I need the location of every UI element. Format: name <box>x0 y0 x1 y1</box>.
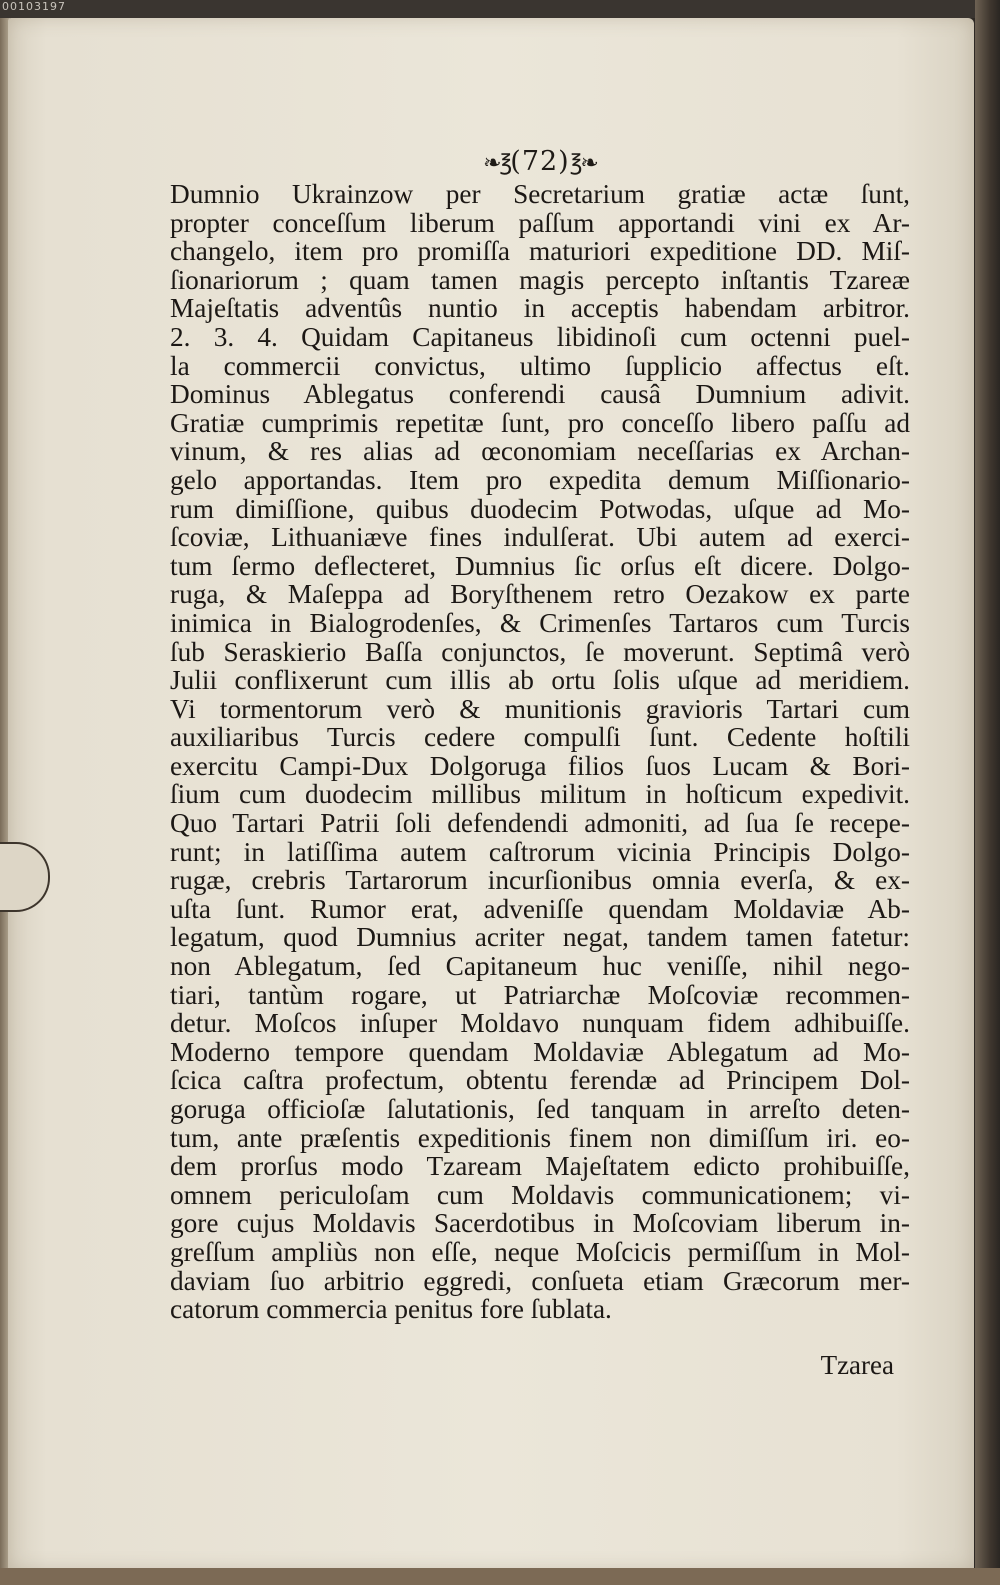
text-line: la commercii convictus, ultimo ſupplicio affectus eſt. <box>170 350 910 381</box>
text-line: Vi tormentorum verò & munitionis gravioris Tartari cum <box>170 693 910 724</box>
text-line: propter conceſſum liberum paſſum apportandi vini ex Ar- <box>170 207 910 238</box>
text-line: tum, ante præſentis expeditionis finem non dimiſſum iri. eo- <box>170 1122 910 1153</box>
text-line: catorum commercia penitus fore ſublata. <box>170 1294 612 1325</box>
scan-id-label: 00103197 <box>2 0 66 13</box>
text-line: rum dimiſſione, quibus duodecim Potwodas, uſque ad Mo- <box>170 493 910 524</box>
text-line: goruga officioſæ ſalutationis, ſed tanquam in arreſto deten- <box>170 1094 910 1124</box>
text-line: ſcoviæ, Lithuaniæve fines indulſerat. Ubi autem ad exerci- <box>170 522 910 553</box>
text-line: non Ablegatum, ſed Capitaneum huc veniſſe, nihil nego- <box>170 951 910 982</box>
text-line: changelo, item pro promiſſa maturiori expeditione DD. Miſ- <box>170 236 910 267</box>
text-line: dem prorſus modo Tzaream Majeſtatem edicto prohibuiſſe, <box>170 1151 910 1182</box>
text-line: gelo apportandas. Item pro expedita demum Miſſionario- <box>170 464 910 495</box>
text-line: greſſum ampliùs non eſſe, neque Moſcicis permiſſum in Mol- <box>170 1236 910 1267</box>
text-line: Dumnio Ukrainzow per Secretarium gratiæ actæ ſunt, <box>170 179 910 209</box>
body-text <box>170 180 910 1324</box>
text-line: legatum, quod Dumnius acriter negat, tandem tamen fatetur: <box>170 922 910 953</box>
scan-top-strip <box>0 0 1000 18</box>
text-line: 2. 3. 4. Quidam Capitaneus libidinoſi cum octenni puel- <box>170 321 910 352</box>
text-line: daviam ſuo arbitrio eggredi, conſueta etiam Græcorum mer- <box>170 1265 910 1296</box>
page-header <box>440 146 640 177</box>
header-ornament-left: ❧℥ <box>483 151 511 176</box>
text-line: Moderno tempore quendam Moldaviæ Ablegatum ad Mo- <box>170 1036 910 1067</box>
page-number-open-paren: ( <box>510 146 522 177</box>
text-line: ruga, & Maſeppa ad Boryſthenem retro Oezakow ex parte <box>170 579 910 610</box>
catchword: Tzarea <box>820 1350 894 1380</box>
text-line: tum ſermo deflecteret, Dumnius ſic orſus eſt dicere. Dolgo- <box>170 550 910 581</box>
scan-bottom-strip <box>0 1568 1000 1585</box>
text-line: ſium cum duodecim millibus militum in hoſticum expedivit. <box>170 779 910 810</box>
text-line: auxiliaribus Turcis cedere compulſi ſunt. Cedente hoſtili <box>170 722 910 753</box>
page-number: 72 <box>521 146 559 177</box>
text-line: omnem periculoſam cum Moldavis communicationem; vi- <box>170 1179 910 1210</box>
text-line: Dominus Ablegatus conferendi causâ Dumnium adivit. <box>170 379 910 410</box>
text-line: vinum, & res alias ad œconomiam neceſſarias ex Archan- <box>170 436 910 467</box>
text-line: rugæ, crebris Tartarorum incurſionibus omnia everſa, & ex- <box>170 865 910 896</box>
text-line: ſcica caſtra profectum, obtentu ferendæ ad Principem Dol- <box>170 1065 910 1096</box>
header-ornament-right: ℥❧ <box>569 151 597 176</box>
text-line: Quo Tartari Patrii ſoli defendendi admoniti, ad ſua ſe recepe- <box>170 808 910 839</box>
text-line: exercitu Campi-Dux Dolgoruga filios ſuos Lucam & Bori- <box>170 750 910 781</box>
text-line: inimica in Bialogrodenſes, & Crimenſes Tartaros cum Turcis <box>170 607 910 638</box>
text-line: gore cujus Moldavis Sacerdotibus in Moſcoviam liberum in- <box>170 1208 910 1239</box>
text-line: Majeſtatis adventûs nuntio in acceptis habendam arbitror. <box>170 293 910 324</box>
book-binding <box>975 0 1000 1585</box>
text-line: detur. Moſcos inſuper Moldavo nunquam fidem adhibuiſſe. <box>170 1008 910 1039</box>
text-line: ſub Seraskierio Baſſa conjunctos, ſe moverunt. Septimâ verò <box>170 636 910 667</box>
text-line: ſionariorum ; quam tamen magis percepto inſtantis Tzareæ <box>170 264 910 295</box>
text-line: runt; in latiſſima autem caſtrorum vicinia Principis Dolgo- <box>170 836 910 867</box>
text-line: Gratiæ cumprimis repetitæ ſunt, pro conceſſo libero paſſu ad <box>170 407 910 438</box>
text-line: tiari, tantùm rogare, ut Patriarchæ Moſcoviæ recommen- <box>170 979 910 1010</box>
text-line: Julii conflixerunt cum illis ab ortu ſolis uſque ad meridiem. <box>170 665 910 696</box>
page-number-close-paren: ) <box>558 146 570 177</box>
text-line: uſta ſunt. Rumor erat, adveniſſe quendam Moldaviæ Ab- <box>170 893 910 924</box>
